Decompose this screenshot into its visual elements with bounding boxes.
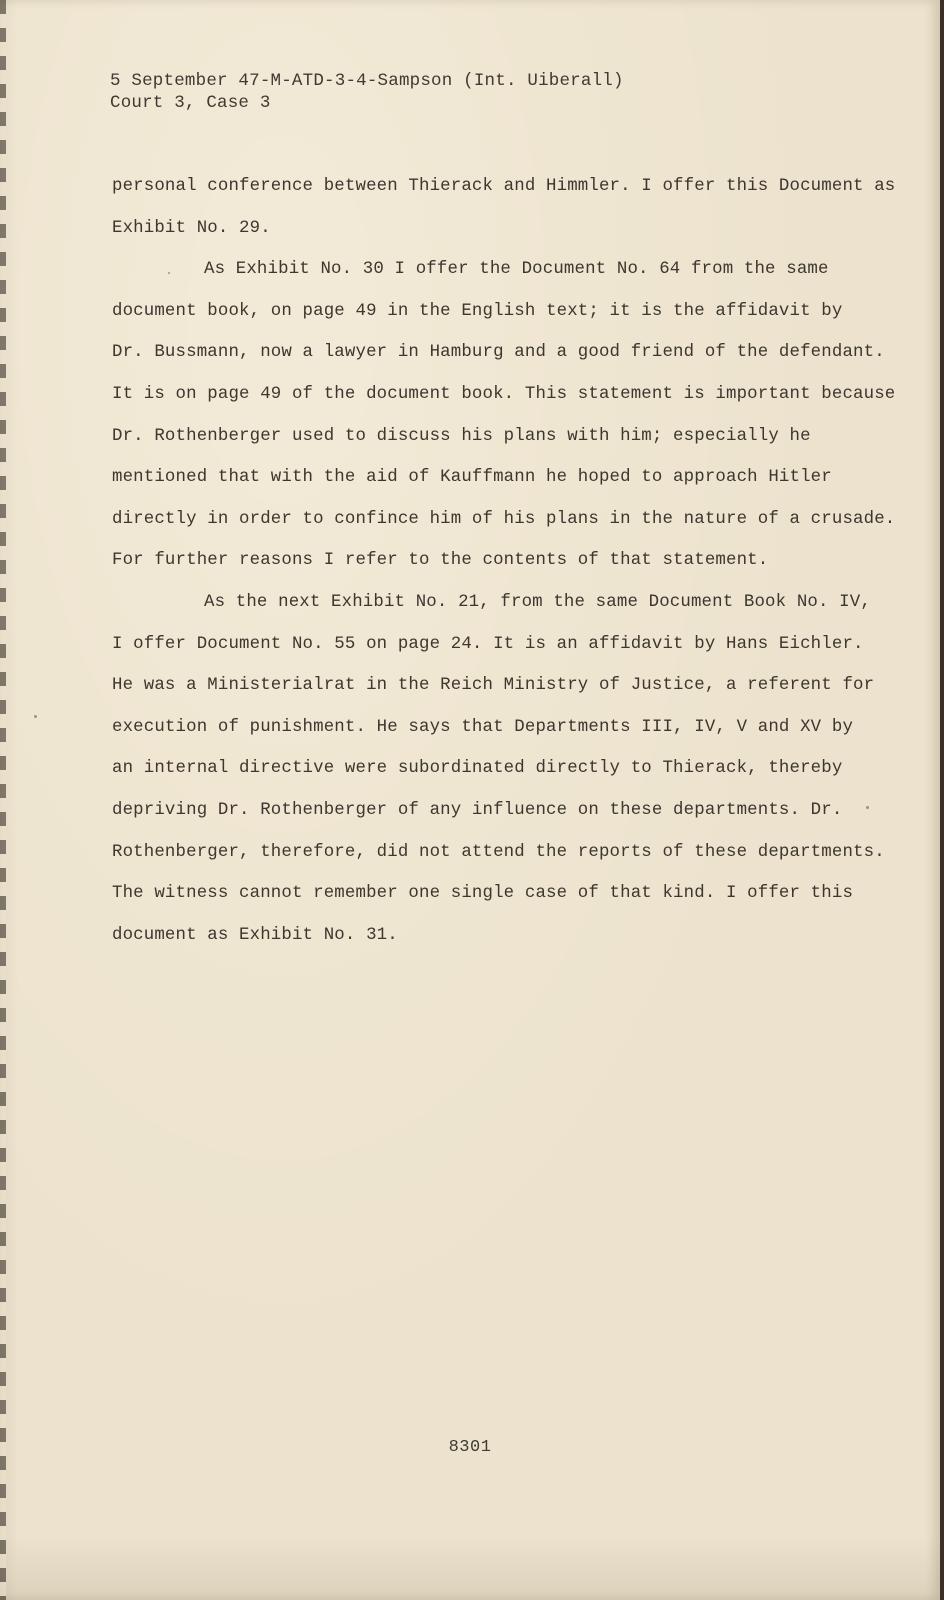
transcript-header bbox=[110, 70, 624, 114]
body-line: He was a Ministerialrat in the Reich Ministry of Justice, a referent for bbox=[112, 676, 875, 696]
transcript-body bbox=[112, 166, 896, 956]
body-line: depriving Dr. Rothenberger of any influence on these departments. Dr. bbox=[112, 800, 843, 820]
body-line: document book, on page 49 in the English text; it is the affidavit by bbox=[112, 301, 843, 321]
body-line: Dr. Bussmann, now a lawyer in Hamburg and a good friend of the defendant. bbox=[112, 343, 885, 363]
body-line: For further reasons I refer to the contents of that statement. bbox=[112, 551, 769, 571]
paper-speck bbox=[34, 715, 37, 718]
header-date-line: 5 September 47-M-ATD-3-4-Sampson (Int. Uiberall) bbox=[110, 71, 624, 91]
body-line: mentioned that with the aid of Kauffmann he hoped to approach Hitler bbox=[112, 468, 832, 488]
body-line: Exhibit No. 29. bbox=[112, 218, 271, 238]
body-line: Dr. Rothenberger used to discuss his plans with him; especially he bbox=[112, 426, 811, 446]
body-line: personal conference between Thierack and Himmler. I offer this Document as bbox=[112, 177, 896, 196]
body-line: As Exhibit No. 30 I offer the Document No. 64 from the same bbox=[204, 260, 829, 280]
header-court-line: Court 3, Case 3 bbox=[110, 93, 271, 113]
body-line: execution of punishment. He says that Departments III, IV, V and XV by bbox=[112, 717, 854, 737]
body-line: As the next Exhibit No. 21, from the same Document Book No. IV, bbox=[204, 592, 871, 612]
page-number: 8301 bbox=[448, 1438, 492, 1457]
body-line: document as Exhibit No. 31. bbox=[112, 925, 398, 945]
body-line: directly in order to confince him of his plans in the nature of a crusade. bbox=[112, 509, 896, 529]
paper-speck bbox=[866, 806, 869, 809]
body-line: Rothenberger, therefore, did not attend the reports of these departments. bbox=[112, 842, 885, 862]
paper-speck bbox=[168, 272, 170, 274]
body-line: The witness cannot remember one single case of that kind. I offer this bbox=[112, 884, 854, 904]
body-line: an internal directive were subordinated directly to Thierack, thereby bbox=[112, 759, 843, 779]
page-edge-binding bbox=[0, 0, 6, 1600]
body-line: It is on page 49 of the document book. This statement is important because bbox=[112, 384, 896, 404]
body-line: I offer Document No. 55 on page 24. It is an affidavit by Hans Eichler. bbox=[112, 634, 864, 654]
